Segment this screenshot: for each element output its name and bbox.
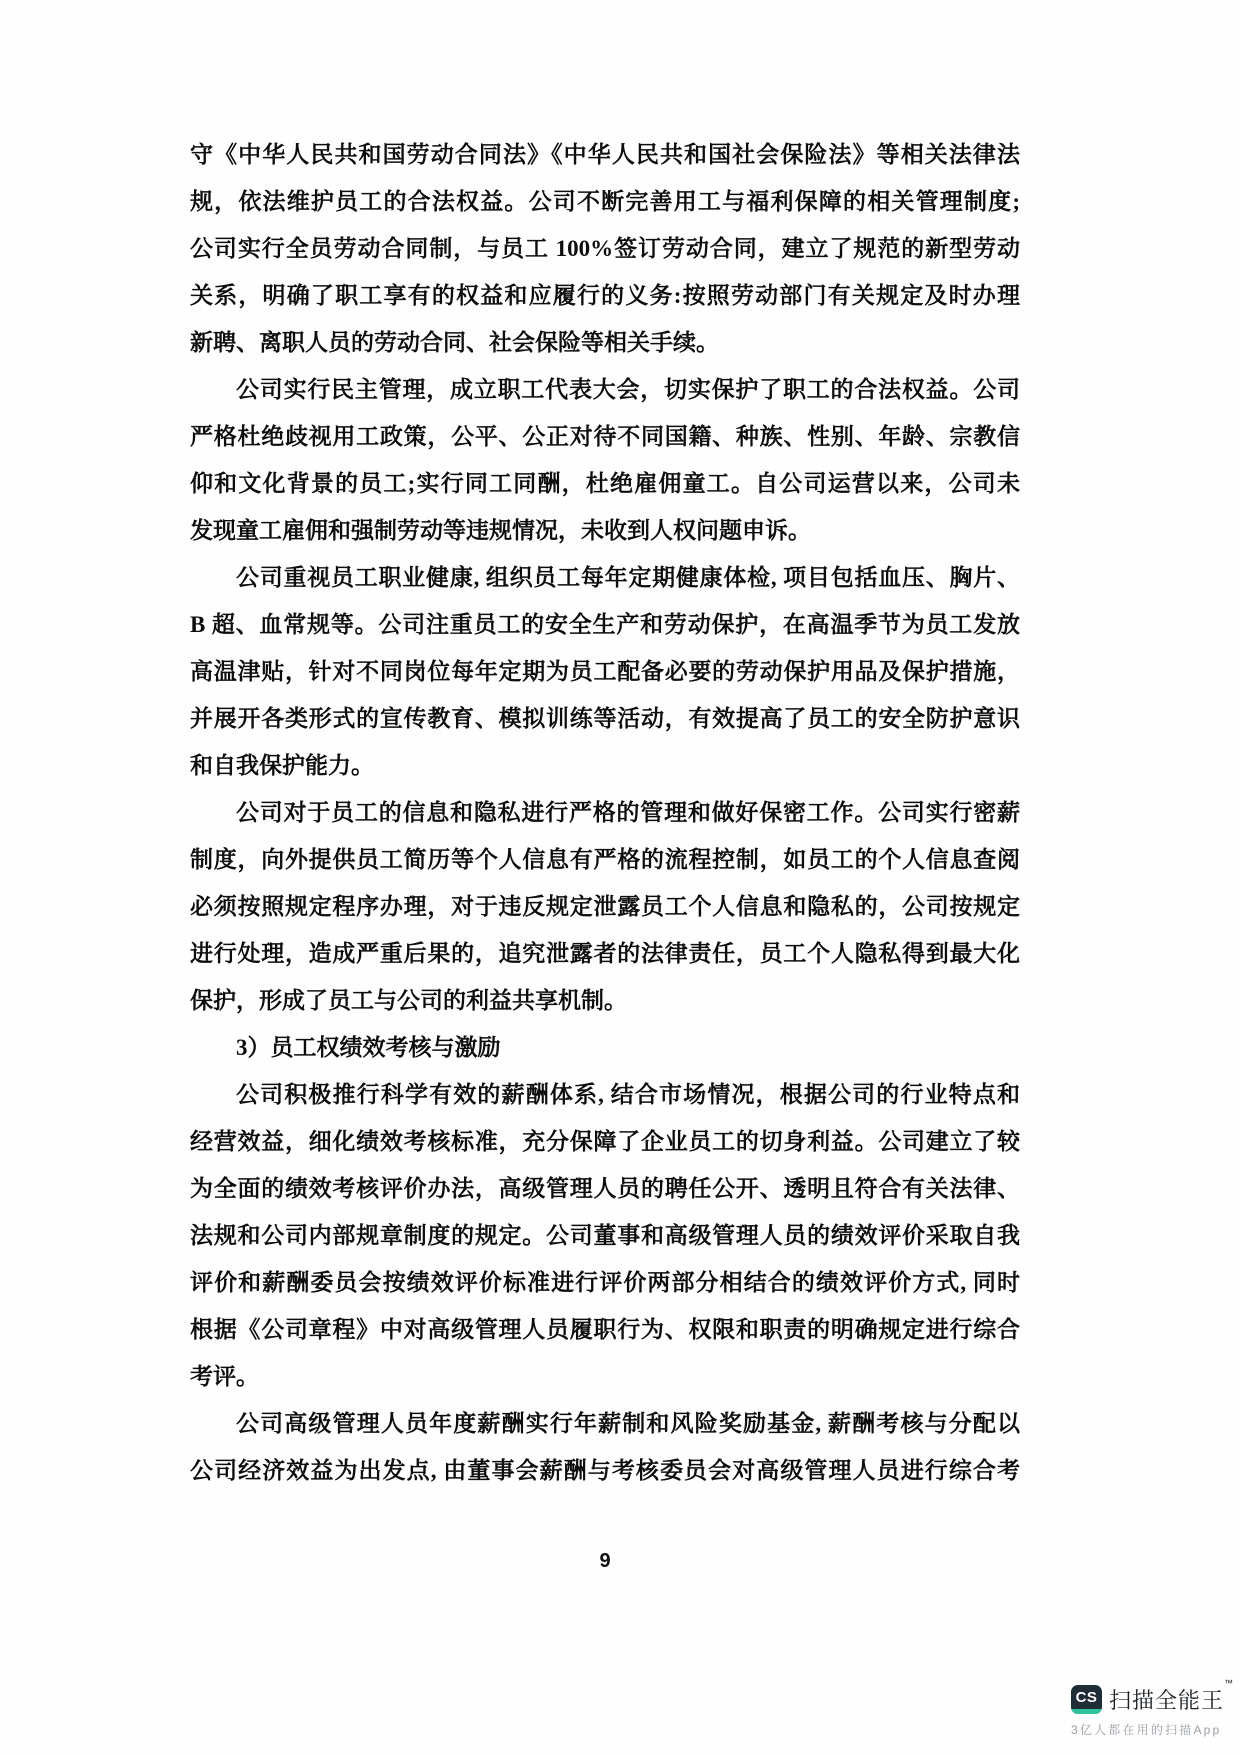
- page-number: 9: [599, 1550, 611, 1572]
- watermark-tagline: 3亿人都在用的扫描App: [1071, 1723, 1222, 1737]
- watermark-brand-row: [1071, 1678, 1235, 1715]
- text-line: 公司高级管理人员年度薪酬实行年薪制和风险奖励基金, 薪酬考核与分配以: [236, 1411, 1020, 1436]
- text-line: 法规和公司内部规章制度的规定。公司董事和高级管理人员的绩效评价采取自我: [190, 1223, 1020, 1248]
- paragraph-executive-salary: [190, 1400, 1020, 1494]
- paragraph-labor-law: [190, 131, 1020, 366]
- text-line: 关系，明确了职工享有的权益和应履行的义务:按照劳动部门有关规定及时办理: [190, 283, 1020, 308]
- text-line: 高温津贴，针对不同岗位每年定期为员工配备必要的劳动保护用品及保护措施，: [190, 659, 1020, 684]
- text-line: 考评。: [190, 1364, 259, 1389]
- heading-performance-incentive: [190, 1024, 1020, 1071]
- text-line: 公司对于员工的信息和隐私进行严格的管理和做好保密工作。公司实行密薪: [236, 800, 1020, 825]
- text-line: 公司实行民主管理，成立职工代表大会，切实保护了职工的合法权益。公司: [236, 377, 1020, 402]
- text-line: 和自我保护能力。: [190, 753, 374, 778]
- text-line: 守《中华人民共和国劳动合同法》《中华人民共和国社会保险法》等相关法律法: [190, 142, 1020, 167]
- paragraph-compensation-system: [190, 1071, 1020, 1400]
- text-line: 评价和薪酬委员会按绩效评价标准进行评价两部分相结合的绩效评价方式, 同时: [190, 1270, 1020, 1295]
- text-line: B 超、血常规等。公司注重员工的安全生产和劳动保护，在高温季节为员工发放: [190, 612, 1020, 637]
- text-line: 公司重视员工职业健康, 组织员工每年定期健康体检, 项目包括血压、胸片、: [236, 565, 1020, 590]
- text-line: 经营效益，细化绩效考核标准，充分保障了企业员工的切身利益。公司建立了较: [190, 1129, 1020, 1154]
- cs-badge-accent-strip: [1071, 1709, 1102, 1714]
- text-line: 公司实行全员劳动合同制，与员工 100%签订劳动合同，建立了规范的新型劳动: [190, 236, 1020, 261]
- camscanner-watermark: [1071, 1678, 1235, 1738]
- text-line: 必须按照规定程序办理，对于违反规定泄露员工个人信息和隐私的，公司按规定: [190, 894, 1020, 919]
- text-line: 公司积极推行科学有效的薪酬体系, 结合市场情况，根据公司的行业特点和: [236, 1082, 1020, 1107]
- document-text: [190, 131, 1020, 1494]
- text-line: 根据《公司章程》中对高级管理人员履职行为、权限和职责的明确规定进行综合: [190, 1317, 1020, 1342]
- text-line: 制度，向外提供员工简历等个人信息有严格的流程控制，如员工的个人信息查阅: [190, 847, 1020, 872]
- paragraph-privacy-protection: [190, 789, 1020, 1024]
- camscanner-logo-icon: [1071, 1685, 1102, 1714]
- watermark-app-name: 扫描全能王™: [1109, 1678, 1235, 1713]
- text-line: 并展开各类形式的宣传教育、模拟训练等活动，有效提高了员工的安全防护意识: [190, 706, 1020, 731]
- paragraph-occupational-health: [190, 554, 1020, 789]
- text-line: 进行处理，造成严重后果的，追究泄露者的法律责任，员工个人隐私得到最大化: [190, 941, 1020, 966]
- text-line: 仰和文化背景的员工;实行同工同酬，杜绝雇佣童工。自公司运营以来，公司未: [190, 471, 1020, 496]
- text-line: 规，依法维护员工的合法权益。公司不断完善用工与福利保障的相关管理制度;: [190, 189, 1020, 214]
- text-line: 新聘、离职人员的劳动合同、社会保险等相关手续。: [190, 330, 719, 355]
- text-line: 严格杜绝歧视用工政策，公平、公正对待不同国籍、种族、性别、年龄、宗教信: [190, 424, 1020, 449]
- paragraph-democratic-management: [190, 366, 1020, 554]
- text-line: 为全面的绩效考核评价办法，高级管理人员的聘任公开、透明且符合有关法律、: [190, 1176, 1020, 1201]
- text-line: 公司经济效益为出发点, 由董事会薪酬与考核委员会对高级管理人员进行综合考: [190, 1458, 1020, 1483]
- text-line: 发现童工雇佣和强制劳动等违规情况，未收到人权问题申诉。: [190, 518, 811, 543]
- cs-badge-letters: CS: [1075, 1689, 1098, 1706]
- text-line: 保护，形成了员工与公司的利益共享机制。: [190, 988, 627, 1013]
- text-line: 3）员工权绩效考核与激励: [236, 1035, 501, 1060]
- trademark-symbol: ™: [1224, 1678, 1235, 1688]
